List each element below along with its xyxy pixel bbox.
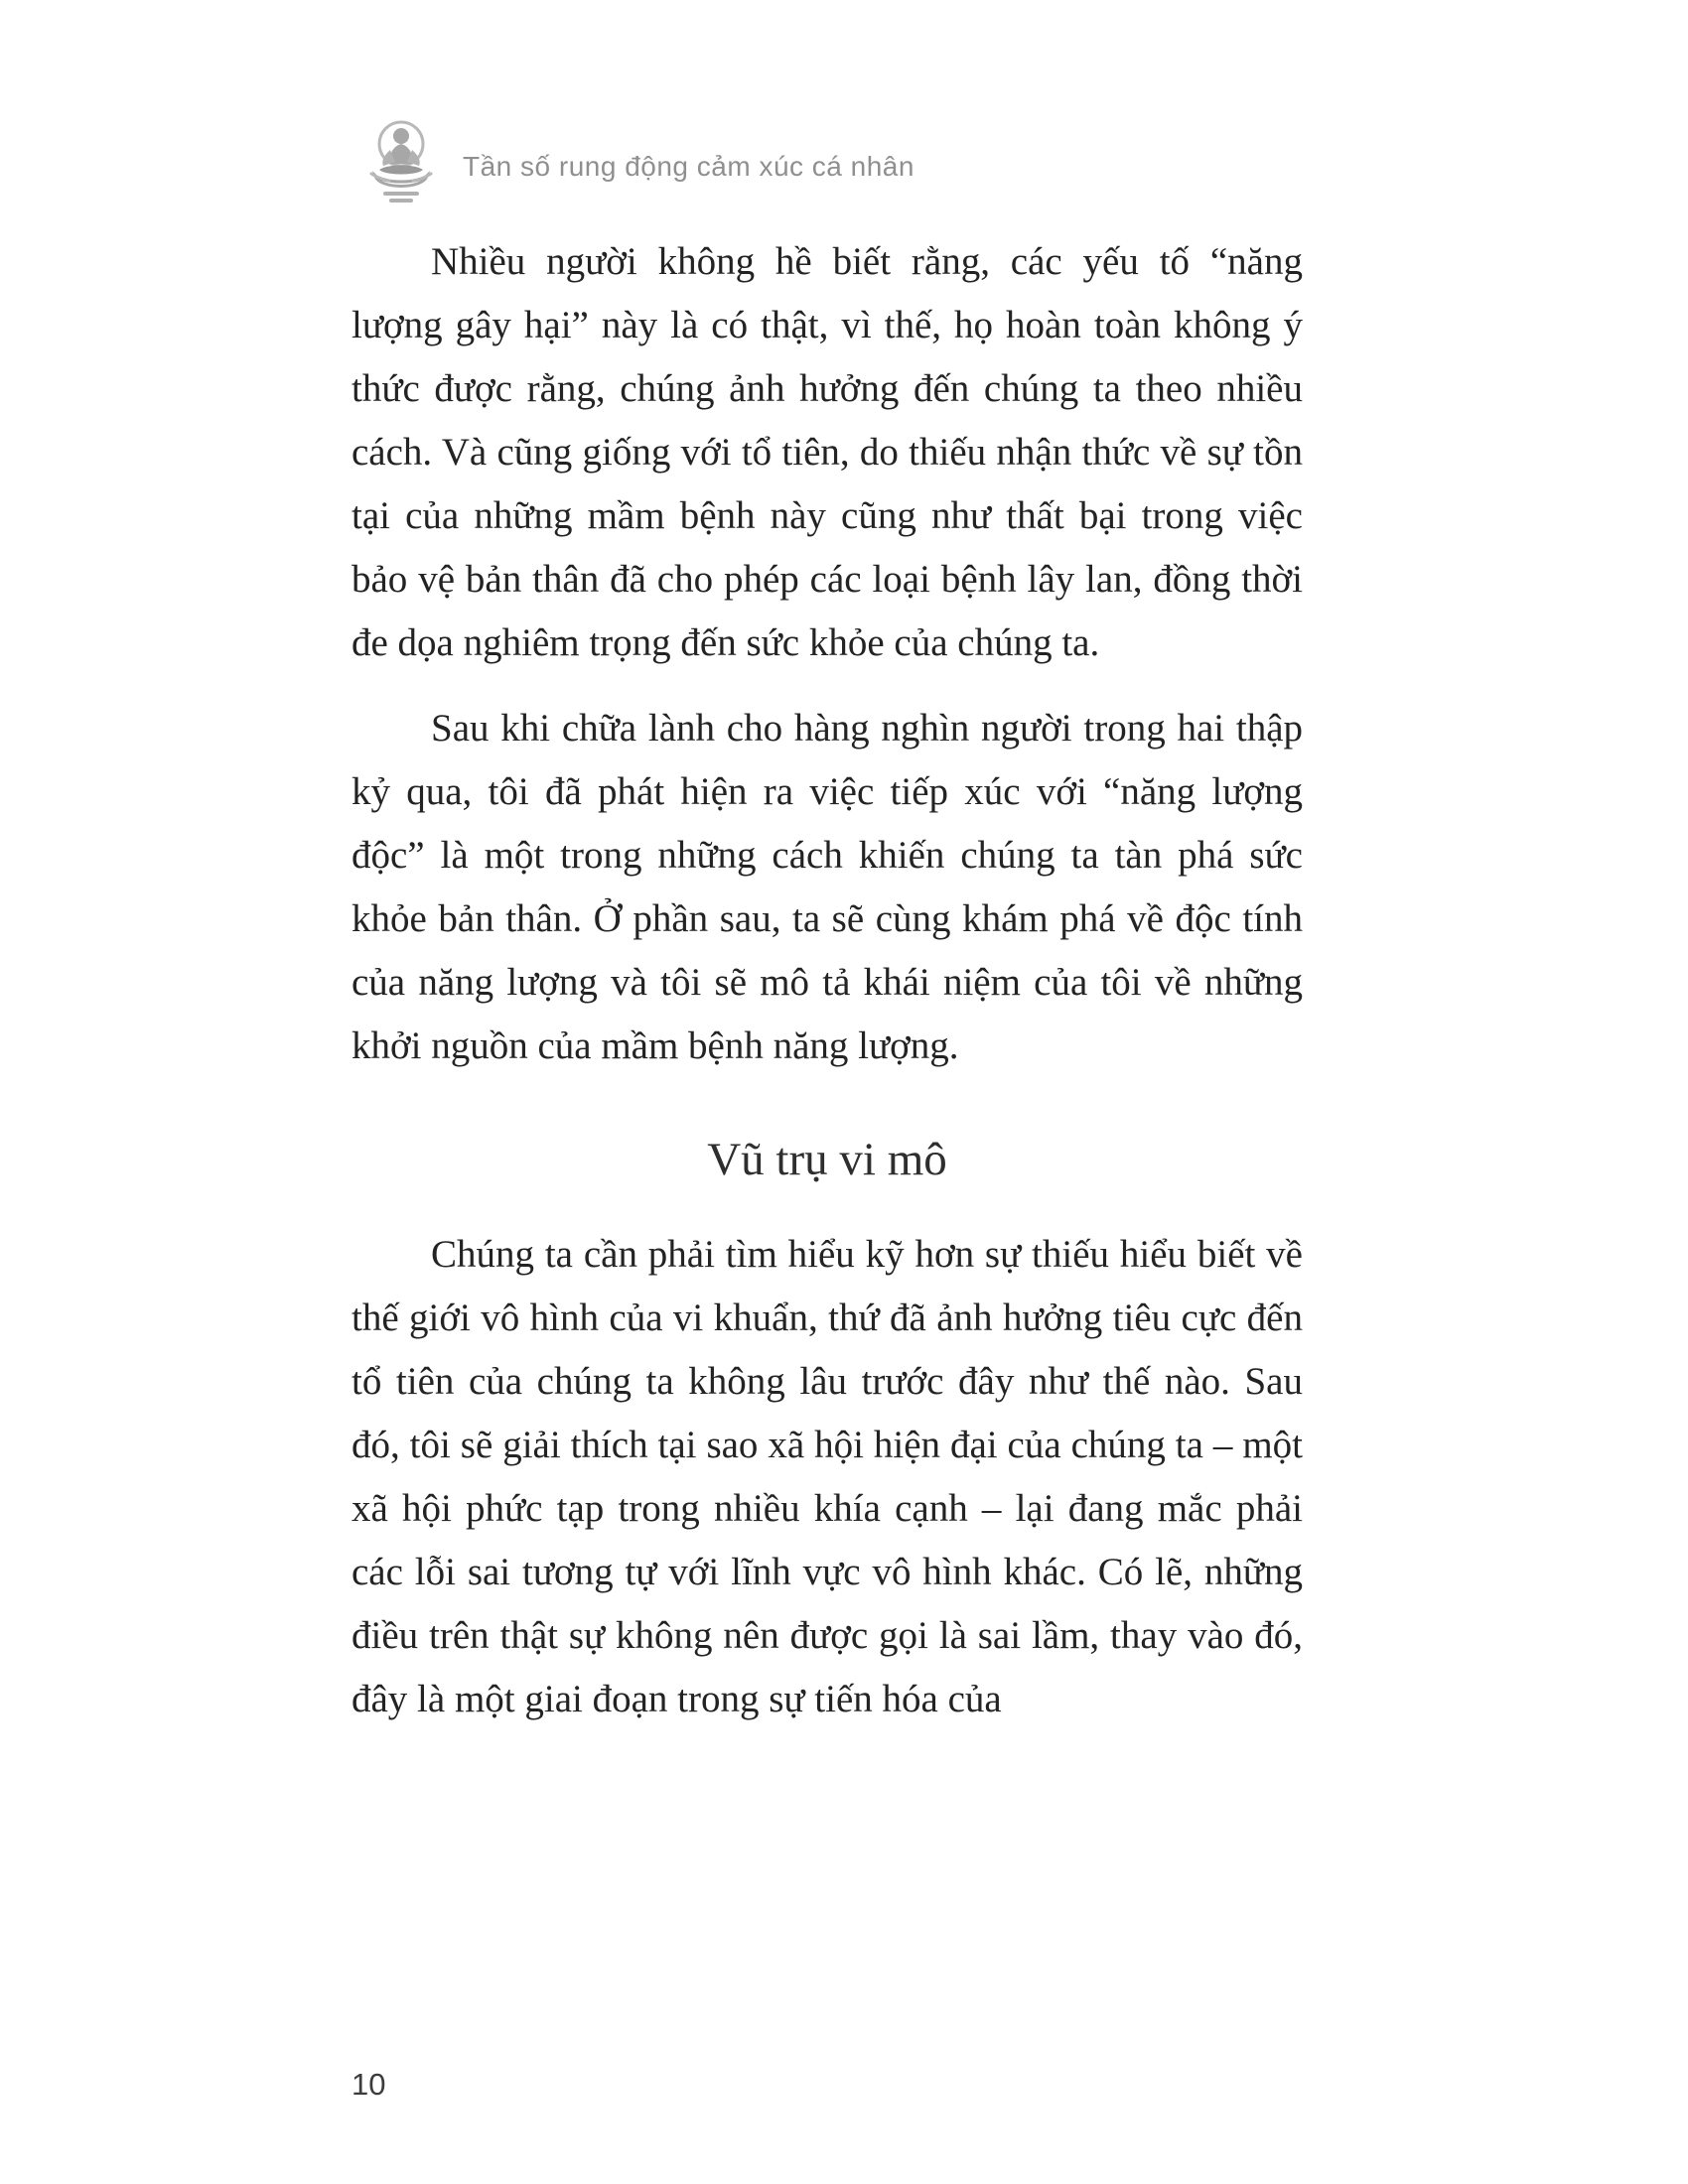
page-body-text <box>352 230 1303 1731</box>
running-header <box>365 114 914 205</box>
section-heading: Vũ trụ vi mô <box>707 1134 947 1185</box>
paragraph: Sau khi chữa lành cho hàng nghìn người trong hai thập kỷ qua, tôi đã phát hiện ra việc tiếp xúc với “năng lượng độc” là một trong những cách khiến chúng ta tàn phá sức khỏe bản thân. Ở phần sau, ta sẽ cùng khám phá về độc tính của năng lượng và tôi sẽ mô tả khái niệm của tôi về những khởi nguồn của mầm bệnh năng lượng. <box>352 707 1303 1067</box>
paragraph: Nhiều người không hề biết rằng, các yếu tố “năng lượng gây hại” này là có thật, vì thế, họ hoàn toàn không ý thức được rằng, chúng ảnh hưởng đến chúng ta theo nhiều cách. Và cũng giống với tổ tiên, do thiếu nhận thức về sự tồn tại của những mầm bệnh này cũng như thất bại trong việc bảo vệ bản thân đã cho phép các loại bệnh lây lan, đồng thời đe dọa nghiêm trọng đến sức khỏe của chúng ta. <box>352 240 1303 664</box>
meditation-lotus-icon <box>365 114 437 205</box>
paragraph: Chúng ta cần phải tìm hiểu kỹ hơn sự thiếu hiểu biết về thế giới vô hình của vi khuẩn, thứ đã ảnh hưởng tiêu cực đến tổ tiên của chúng ta không lâu trước đây như thế nào. Sau đó, tôi sẽ giải thích tại sao xã hội hiện đại của chúng ta – một xã hội phức tạp trong nhiều khía cạnh – lại đang mắc phải các lỗi sai tương tự với lĩnh vực vô hình khác. Có lẽ, những điều trên thật sự không nên được gọi là sai lầm, thay vào đó, đây là một giai đoạn trong sự tiến hóa của <box>352 1233 1303 1720</box>
running-header-title: Tần số rung động cảm xúc cá nhân <box>463 151 914 182</box>
page-number: 10 <box>352 2067 386 2102</box>
